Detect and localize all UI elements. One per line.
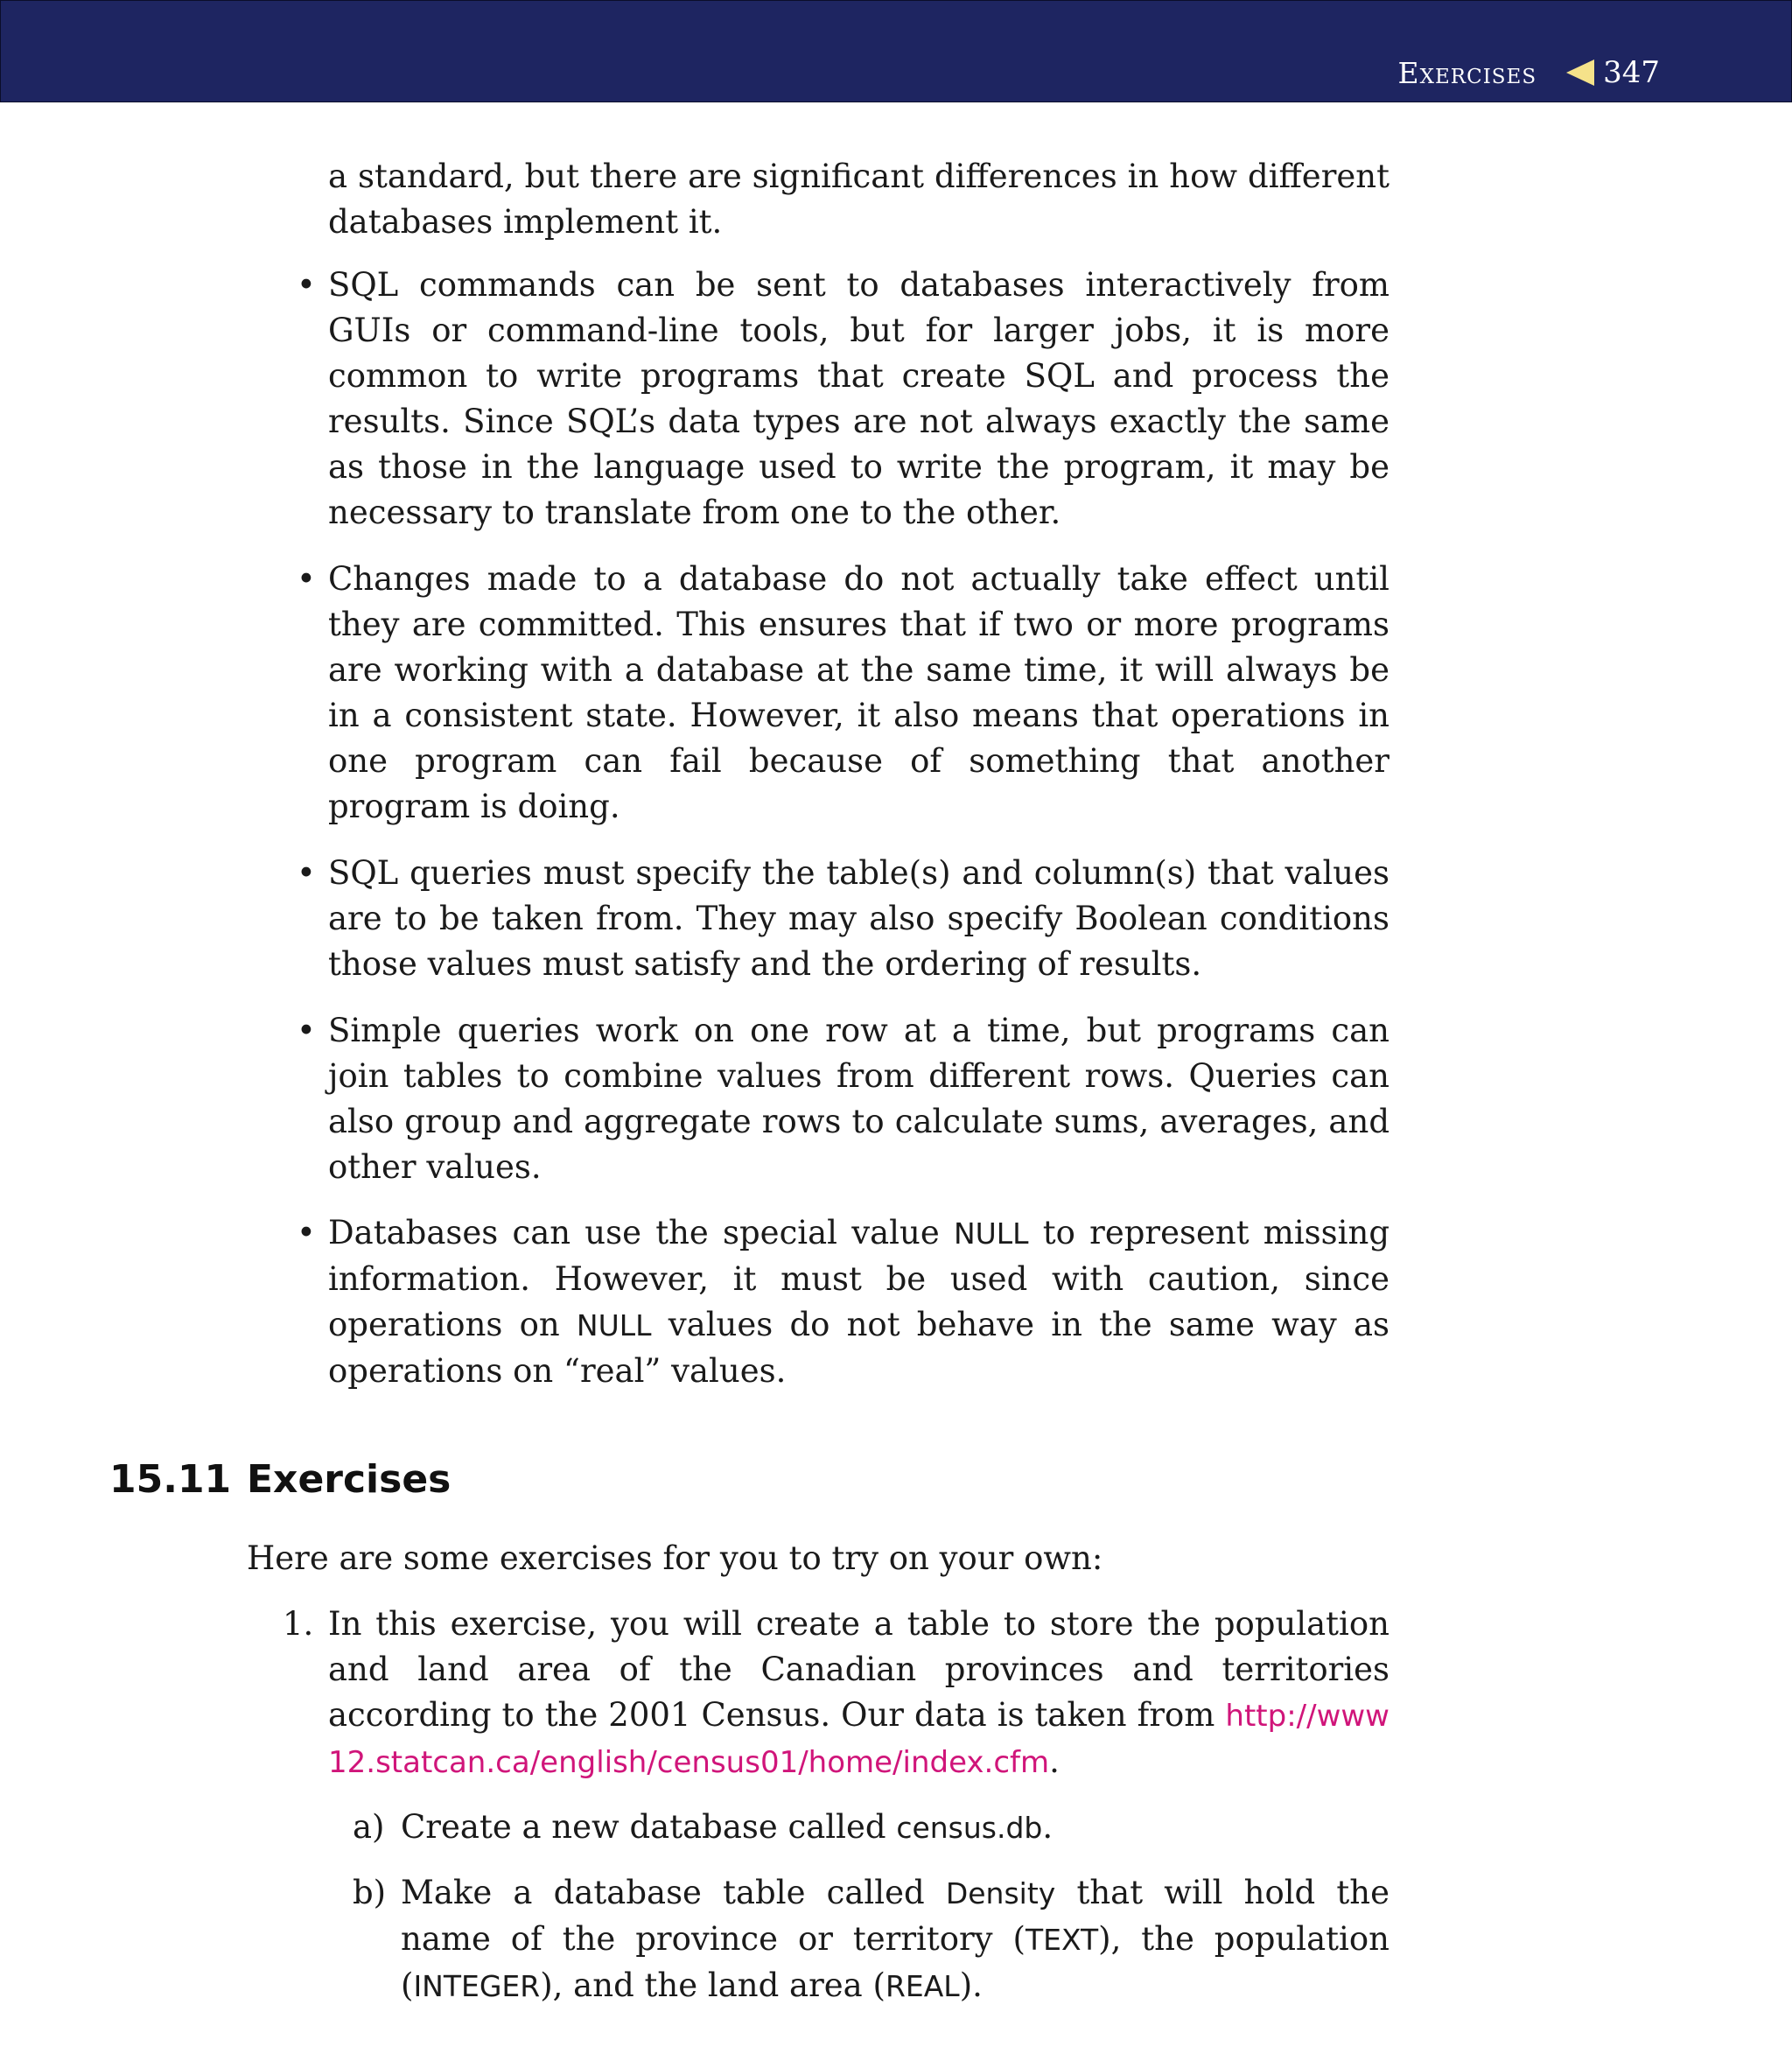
sub-item-a xyxy=(353,1805,1390,1851)
exercises-intro: Here are some exercises for you to try on your own: xyxy=(247,1539,1103,1577)
bullet-text: Changes made to a database do not actually take effect until they are committed. This ensures that if two or more programs are working with a database at the same time, it will always be in a consistent state. However, it also means that operations in one program can fail because of something that another program is doing. xyxy=(328,560,1390,825)
sub-item-text: ). xyxy=(959,1966,983,2004)
sub-item-text: ), and the land area ( xyxy=(540,1966,886,2004)
bullet-icon: • xyxy=(297,854,316,892)
section-heading xyxy=(109,1457,451,1502)
bullet-text: SQL commands can be sent to databases interactively from GUIs or command-line tools, but for larger jobs, it is more common to write programs that create SQL and process the results. Since SQL’s data types are not always exactly the same as those in the language used to write the program, it may be necessary to translate from one to the other. xyxy=(328,266,1390,531)
sub-item-label: a) xyxy=(353,1808,385,1846)
sub-item-label: b) xyxy=(353,1874,387,1911)
section-title: Exercises xyxy=(247,1457,452,1502)
exercise-number: 1. xyxy=(283,1605,314,1643)
bullet-icon: • xyxy=(297,1012,316,1049)
continuation-paragraph: a standard, but there are significant differences in how different databases implement it. xyxy=(328,158,1390,241)
sub-item-text: Create a new database called xyxy=(401,1808,897,1846)
sub-item-text: that will hold the name of the province or territory ( xyxy=(401,1874,1390,1958)
bullet-text-part: Databases can use the special value xyxy=(328,1214,954,1251)
running-head xyxy=(1398,55,1660,90)
section-number: 15.11 xyxy=(109,1457,232,1502)
bullet-icon: • xyxy=(297,560,316,598)
bullet-text-part: to represent missing information. However, it must be used with caution, since operations on xyxy=(328,1214,1390,1343)
null-keyword: NULL xyxy=(576,1308,652,1342)
list-item xyxy=(297,1008,1390,1190)
exercise-text-end: . xyxy=(1049,1742,1060,1780)
sub-item-text: ), the population ( xyxy=(401,1920,1390,2004)
list-item xyxy=(297,851,1390,987)
bullet-icon: • xyxy=(297,266,316,304)
sub-item-text-end: . xyxy=(1042,1808,1054,1846)
left-arrow-icon xyxy=(1566,60,1594,86)
bullet-text: SQL queries must specify the table(s) and column(s) that values are to be taken from. They may also specify Boolean conditions those values must satisfy and the ordering of results. xyxy=(328,854,1390,983)
page-number: 347 xyxy=(1603,55,1660,90)
list-item xyxy=(297,263,1390,536)
bullet-text: Simple queries work on one row at a time, but programs can join tables to combine values from different rows. Queries can also group and aggregate rows to calculate sums, averages, and other values. xyxy=(328,1012,1390,1186)
census-link[interactable]: http://www12.statcan.ca/english/census01/home/index.cfm xyxy=(328,1699,1390,1780)
bullet-text-part: values do not behave in the same way as operations on “real” values. xyxy=(328,1306,1390,1390)
running-header-bar xyxy=(0,0,1792,102)
filename-code: census.db xyxy=(896,1811,1043,1845)
list-item xyxy=(297,1210,1390,1394)
sub-item-text: Make a database table called xyxy=(401,1874,946,1911)
null-keyword: NULL xyxy=(953,1216,1029,1251)
exercise-item xyxy=(283,1602,1390,1785)
bullet-icon: • xyxy=(297,1214,316,1251)
type-code: TEXT xyxy=(1025,1923,1099,1957)
running-head-section: Exercises xyxy=(1397,55,1537,90)
type-code: REAL xyxy=(885,1969,960,2003)
sub-item-b xyxy=(353,1870,1390,2009)
type-code: INTEGER xyxy=(413,1969,541,2003)
list-item xyxy=(297,557,1390,830)
table-name-code: Density xyxy=(945,1876,1056,1910)
exercise-text: In this exercise, you will create a table to store the population and land area of the Canadian provinces and territories according to the 2001 Census. Our data is taken from xyxy=(328,1605,1390,1734)
